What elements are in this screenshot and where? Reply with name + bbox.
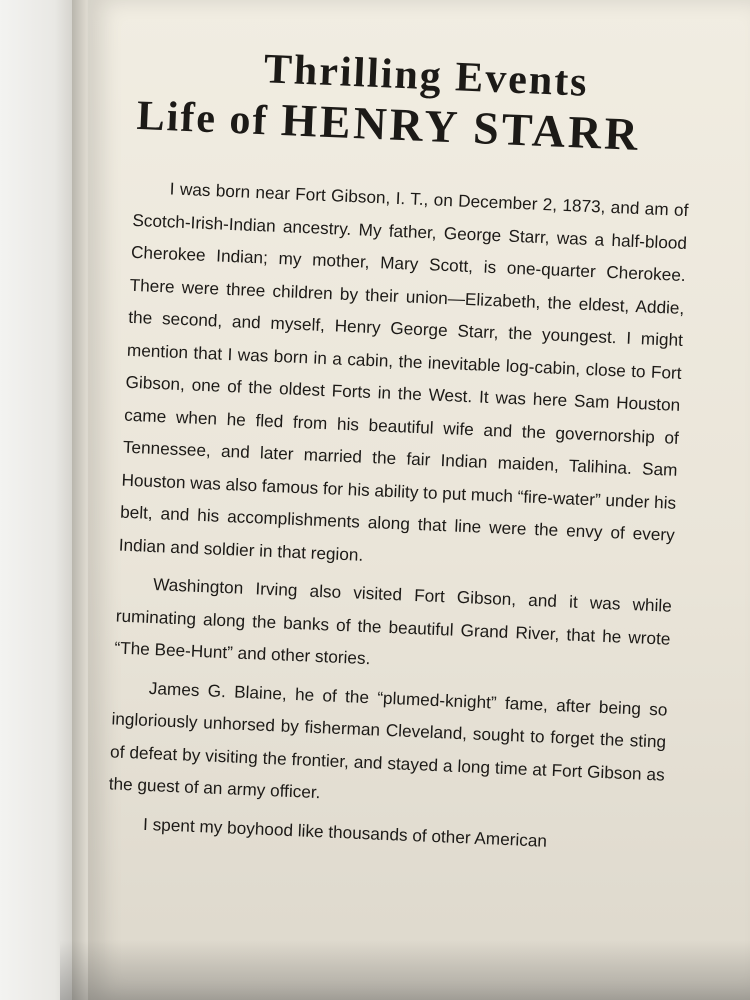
paragraph-birth: I was born near Fort Gibson, I. T., on December 2, 1873, and am of Scotch-Irish-Indian ancestry. My father, George Starr, was a half-blood Cherokee Indian; my mother, Mary Scott, is one-quarter Cherokee. There were three children by their union—Elizabeth, the eldest, Addie, the second, and myself, Henry George Starr, the youngest. I might mention that I was born in a cabin, the inevitable log-cabin, close to Fort Gibson, one of the oldest Forts in the West. It was here Sam Houston came when he fled from his beautiful wife and the governorship of Tennessee, and later married the fair Indian maiden, Talihina. Sam Houston was also famous for his ability to put much “fire-water” under his belt, and his accomplishments along that line were the envy of every Indian and soldier in that region.: [118, 178, 689, 565]
paragraph-blaine: James G. Blaine, he of the “plumed-knight” fame, after being so ingloriously unhorsed by fisherman Cleveland, sought to forget the sting of defeat by visiting the frontier, and stayed a long time at Fort Gibson as the guest of an army officer.: [108, 677, 668, 803]
paragraph-irving: Washington Irving also visited Fort Gibson, and it was while ruminating along the banks of the beautiful Grand River, that he wrote “The Bee-Hunt” and other stories.: [114, 574, 673, 669]
page-content: [106, 40, 694, 868]
title-prefix: Life of: [135, 93, 282, 146]
paragraph-boyhood: I spent my boyhood like thousands of other American: [142, 813, 548, 851]
facing-page: [0, 0, 78, 1000]
page-shadow: [60, 940, 750, 1000]
title-name: HENRY STARR: [280, 94, 642, 161]
body-text: [107, 171, 689, 862]
title-line-1: Thrilling Events: [262, 46, 590, 106]
